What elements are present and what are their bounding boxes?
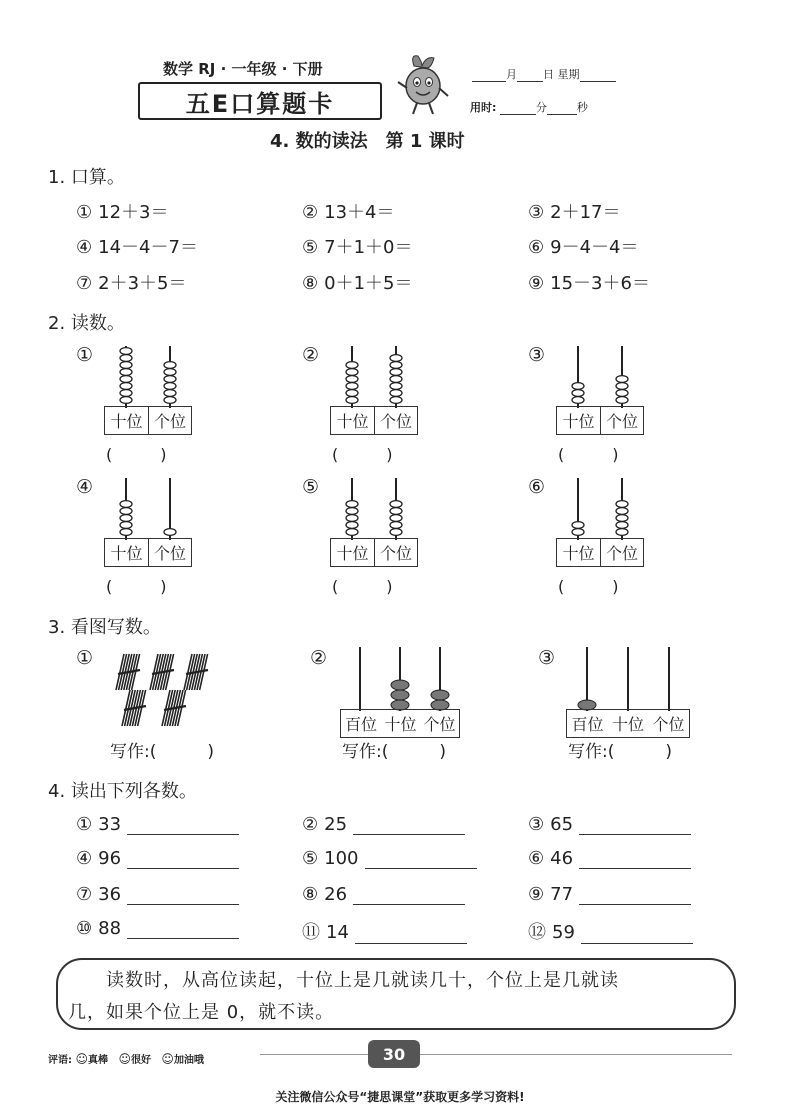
answer-line[interactable] [127, 920, 239, 939]
reading-rule-box [56, 958, 736, 1030]
abacus-bead [164, 529, 176, 536]
section-1-title: 1. 口算。 [48, 167, 125, 188]
sec3-item-number: ② [310, 647, 328, 669]
tens-label: 十位 [331, 407, 375, 434]
smiley-icon: ☺ [75, 1052, 88, 1066]
place-value-caption [330, 538, 418, 567]
abacus-bead [390, 397, 402, 404]
stick-bundles-illustration [110, 648, 220, 732]
abacus-bead [164, 397, 176, 404]
abacus-bead [390, 390, 402, 397]
eval-option-2: 很好 [130, 1055, 151, 1066]
number-value: 88 [98, 918, 122, 939]
calc-item [302, 198, 395, 224]
sec-label: 秒 [576, 101, 588, 114]
abacus-bead [572, 383, 584, 390]
item-number: ⑦ [76, 884, 93, 905]
page-subtitle: 4. 数的读法 第 1 课时 [270, 131, 465, 152]
write-answer-1: 写作:( ) [110, 742, 214, 762]
evaluation-row [48, 1051, 204, 1066]
abacus-bead [346, 508, 358, 515]
answer-parentheses: ( ) [106, 445, 167, 464]
hundreds-label: 百位 [571, 715, 604, 734]
item-number: ⑥ [528, 848, 545, 869]
place-value-caption [340, 709, 460, 738]
abacus-item-number: ③ [528, 344, 546, 366]
eval-label: 评语: [48, 1055, 72, 1066]
abacus-bead [616, 515, 628, 522]
abacus-bead [120, 390, 132, 397]
abacus-item-number: ① [76, 344, 94, 366]
answer-line[interactable] [353, 886, 465, 905]
answer-line[interactable] [581, 925, 693, 944]
item-number: ⑨ [528, 884, 545, 905]
item-number: ⑤ [302, 237, 319, 258]
item-number: ⑥ [528, 237, 545, 258]
abacus-bead [390, 362, 402, 369]
answer-line[interactable] [127, 816, 239, 835]
number-value: 26 [324, 884, 348, 905]
abacus-bead [120, 383, 132, 390]
abacus-bead [390, 369, 402, 376]
abacus-bead [616, 522, 628, 529]
sec3-item-number: ③ [538, 647, 556, 669]
abacus-bead [346, 369, 358, 376]
item-number: ⑤ [302, 848, 319, 869]
date-field [472, 66, 616, 82]
expression: 9－4－4＝ [550, 237, 639, 258]
item-number: ② [302, 814, 319, 835]
footer-divider [420, 1054, 732, 1055]
number-value: 100 [324, 848, 359, 869]
item-number: ④ [76, 848, 93, 869]
abacus-bead [346, 376, 358, 383]
number-value: 33 [98, 814, 122, 835]
abacus-hundreds-2 [340, 645, 460, 737]
tens-label: 十位 [384, 715, 417, 734]
stick-bundle [150, 654, 174, 690]
abacus-item-number: ④ [76, 476, 94, 498]
day-label: 日 [543, 68, 554, 81]
hundreds-label: 百位 [344, 715, 377, 734]
abacus-bead [120, 369, 132, 376]
place-value-caption [566, 709, 690, 738]
place-value-caption [556, 538, 644, 567]
number-value: 25 [324, 814, 348, 835]
expression: 7＋1＋0＝ [324, 237, 413, 258]
answer-parentheses: ( ) [558, 577, 619, 596]
time-field [470, 99, 588, 115]
abacus-bead [120, 397, 132, 404]
section-2-title: 2. 读数。 [48, 313, 125, 334]
week-label: 星期 [557, 68, 580, 81]
item-number: ① [76, 814, 93, 835]
tens-label: 十位 [557, 407, 601, 434]
item-number: ④ [76, 237, 93, 258]
ones-label: 个位 [652, 715, 685, 734]
item-number: ⑨ [528, 273, 545, 294]
page-number: 30 [368, 1040, 420, 1068]
read-number-item [528, 848, 691, 869]
answer-line[interactable] [579, 850, 691, 869]
ones-label: 个位 [379, 544, 412, 563]
abacus-bead [120, 362, 132, 369]
abacus-bead [346, 397, 358, 404]
write-answer-2: 写作:( ) [342, 742, 446, 762]
answer-parentheses: ( ) [106, 577, 167, 596]
item-number: ③ [528, 202, 545, 223]
abacus-bead [616, 529, 628, 536]
number-value: 14 [326, 922, 349, 943]
abacus-bead [390, 529, 402, 536]
abacus-two-rod [556, 344, 644, 464]
abacus-bead [431, 690, 449, 700]
expression: 12＋3＝ [98, 202, 169, 223]
abacus-bead [391, 680, 409, 690]
expression: 2＋17＝ [550, 202, 621, 223]
answer-line[interactable] [353, 816, 465, 835]
place-value-caption [330, 406, 418, 435]
read-number-item [76, 848, 239, 869]
stick-bundle [162, 690, 186, 726]
expression: 15－3＋6＝ [550, 273, 650, 294]
abacus-bead [572, 529, 584, 536]
abacus-two-rod [104, 344, 192, 464]
item-number: ⑫ [528, 922, 546, 943]
footer-divider [260, 1054, 368, 1055]
number-value: 77 [550, 884, 574, 905]
item-number: ② [302, 202, 319, 223]
rule-line-1: 读数时，从高位读起，十位上是几就读几十，个位上是几就读 [106, 970, 619, 991]
item-number: ⑧ [302, 884, 319, 905]
abacus-bead [120, 515, 132, 522]
calc-item [528, 198, 621, 224]
abacus-bead [120, 522, 132, 529]
abacus-bead [616, 397, 628, 404]
expression: 13＋4＝ [324, 202, 395, 223]
abacus-bead [390, 508, 402, 515]
abacus-bead [572, 522, 584, 529]
abacus-bead [164, 383, 176, 390]
ones-label: 个位 [605, 544, 638, 563]
answer-parentheses: ( ) [558, 445, 619, 464]
min-label: 分 [535, 101, 547, 114]
number-value: 59 [552, 922, 575, 943]
abacus-bead [572, 390, 584, 397]
item-number: ⑦ [76, 273, 93, 294]
abacus-bead [616, 501, 628, 508]
abacus-item-number: ⑥ [528, 476, 546, 498]
answer-line[interactable] [365, 850, 477, 869]
abacus-bead [120, 501, 132, 508]
answer-line[interactable] [579, 816, 691, 835]
smiley-icon: ☺ [161, 1052, 174, 1066]
answer-line[interactable] [355, 925, 467, 944]
abacus-two-rod [330, 476, 418, 596]
calc-item [528, 269, 650, 295]
tens-label: 十位 [105, 539, 149, 566]
abacus-two-rod [104, 476, 192, 596]
ones-label: 个位 [605, 412, 638, 431]
abacus-bead [346, 362, 358, 369]
ones-label: 个位 [153, 412, 186, 431]
number-value: 96 [98, 848, 122, 869]
abacus-bead [390, 522, 402, 529]
month-label: 月 [506, 68, 517, 81]
promo-note: 关注微信公众号“捷思课堂”获取更多学习资料! [275, 1090, 525, 1104]
abacus-bead [390, 501, 402, 508]
answer-line[interactable] [127, 850, 239, 869]
read-number-item [528, 918, 693, 944]
abacus-bead [346, 390, 358, 397]
answer-line[interactable] [127, 886, 239, 905]
series-label: 数学 RJ · 一年级 · 下册 [163, 60, 323, 78]
abacus-bead [616, 508, 628, 515]
abacus-bead [391, 690, 409, 700]
abacus-bead [346, 383, 358, 390]
read-number-item [528, 814, 691, 835]
abacus-bead [346, 501, 358, 508]
mascot-illustration [392, 52, 454, 118]
section-4-title: 4. 读出下列各数。 [48, 781, 197, 802]
abacus-bead [346, 515, 358, 522]
read-number-item [302, 918, 467, 944]
number-value: 36 [98, 884, 122, 905]
calc-item [76, 198, 169, 224]
abacus-bead [120, 508, 132, 515]
abacus-bead [346, 522, 358, 529]
abacus-bead [390, 383, 402, 390]
abacus-bead [346, 529, 358, 536]
abacus-bead [120, 376, 132, 383]
read-number-item [528, 884, 691, 905]
expression: 2＋3＋5＝ [98, 273, 187, 294]
abacus-item-number: ② [302, 344, 320, 366]
abacus-bead [572, 397, 584, 404]
abacus-item-number: ⑤ [302, 476, 320, 498]
number-value: 65 [550, 814, 574, 835]
answer-parentheses: ( ) [332, 577, 393, 596]
item-number: ⑪ [302, 922, 320, 943]
place-value-caption [556, 406, 644, 435]
card-title: 五E口算题卡 [138, 82, 382, 120]
smiley-icon: ☺ [118, 1052, 131, 1066]
stick-bundle [122, 690, 146, 726]
eval-option-1: 真棒 [88, 1055, 108, 1066]
read-number-item [76, 884, 239, 905]
tens-label: 十位 [105, 407, 149, 434]
abacus-bead [390, 515, 402, 522]
abacus-two-rod [330, 344, 418, 464]
abacus-bead [164, 362, 176, 369]
tens-label: 十位 [611, 715, 644, 734]
answer-parentheses: ( ) [332, 445, 393, 464]
abacus-bead [390, 376, 402, 383]
place-value-caption [104, 406, 192, 435]
ones-label: 个位 [379, 412, 412, 431]
write-answer-3: 写作:( ) [568, 742, 672, 762]
abacus-bead [616, 383, 628, 390]
calc-item [76, 269, 187, 295]
calc-item [76, 233, 198, 259]
read-number-item [302, 884, 465, 905]
answer-line[interactable] [579, 886, 691, 905]
tens-label: 十位 [557, 539, 601, 566]
abacus-bead [120, 355, 132, 362]
item-number: ① [76, 202, 93, 223]
ones-label: 个位 [423, 715, 456, 734]
read-number-item [76, 814, 239, 835]
tens-label: 十位 [331, 539, 375, 566]
abacus-bead [164, 369, 176, 376]
calc-item [302, 233, 413, 259]
number-value: 46 [550, 848, 574, 869]
item-number: ⑩ [76, 918, 93, 939]
expression: 14－4－7＝ [98, 237, 198, 258]
calc-item [302, 269, 413, 295]
read-number-item [76, 918, 239, 939]
abacus-hundreds-3 [566, 645, 690, 737]
section-3-title: 3. 看图写数。 [48, 617, 161, 638]
calc-item [528, 233, 639, 259]
abacus-bead [120, 348, 132, 355]
abacus-bead [164, 390, 176, 397]
read-number-item [302, 814, 465, 835]
abacus-bead [164, 376, 176, 383]
eval-option-3: 加油哦 [173, 1055, 204, 1066]
place-value-caption [104, 538, 192, 567]
item-number: ⑧ [302, 273, 319, 294]
ones-label: 个位 [153, 544, 186, 563]
time-label: 用时: [470, 101, 497, 114]
abacus-bead [120, 529, 132, 536]
stick-bundle [184, 654, 208, 690]
expression: 0＋1＋5＝ [324, 273, 413, 294]
rule-line-2: 几，如果个位上是 0，就不读。 [68, 1002, 335, 1023]
sec3-item-number: ① [76, 647, 94, 669]
stick-bundle [116, 654, 140, 690]
abacus-two-rod [556, 476, 644, 596]
read-number-item [302, 848, 477, 869]
item-number: ③ [528, 814, 545, 835]
abacus-bead [390, 355, 402, 362]
abacus-bead [616, 390, 628, 397]
abacus-bead [616, 376, 628, 383]
